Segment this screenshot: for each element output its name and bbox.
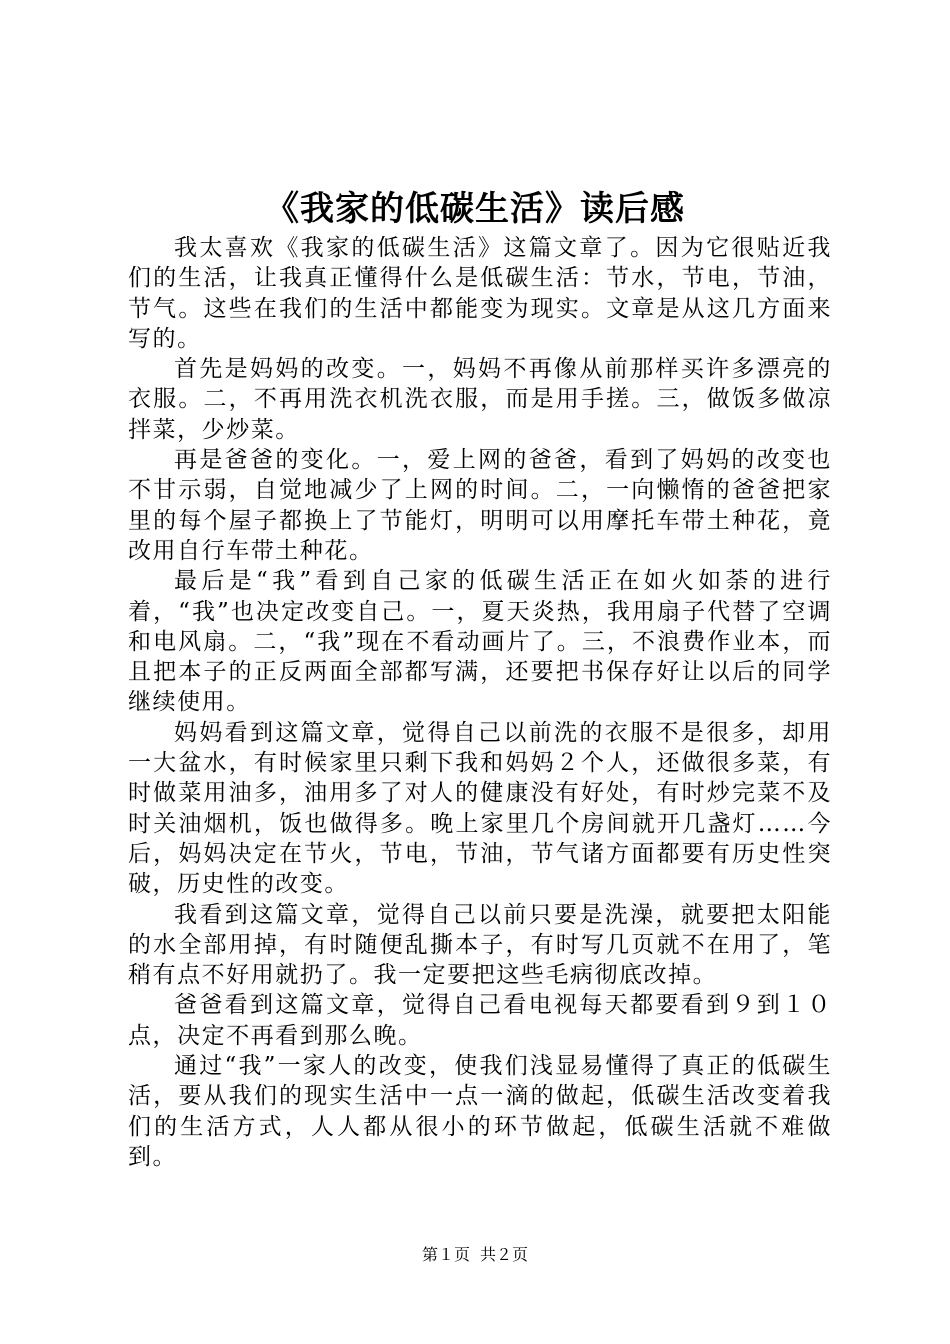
paragraph-5: 妈妈看到这篇文章，觉得自己以前洗的衣服不是很多，却用一大盆水，有时候家里只剩下我和妈妈２个人，还做很多菜，有时做菜用油多，油用多了对人的健康没有好处，有时炒完菜不及时关油烟机，饭也做得多。晚上家里几个房间就开几盏灯……今后，妈妈决定在节火，节电，节油，节气诸方面都要有历史性突破，历史性的改变。: [128, 719, 832, 898]
paragraph-7: 爸爸看到这篇文章，觉得自己看电视每天都要看到９到１０点，决定不再看到那么晚。: [128, 992, 832, 1049]
page-number: 第１页: [421, 1245, 470, 1264]
page-footer: [0, 1244, 950, 1266]
paragraph-2: 首先是妈妈的改变。一，妈妈不再像从前那样买许多漂亮的衣服。二，不再用洗衣机洗衣服，而是用手搓。三，做饭多做凉拌菜，少炒菜。: [128, 356, 832, 443]
page-title: 《我家的低碳生活》读后感: [265, 189, 685, 229]
paragraph-1: 我太喜欢《我家的低碳生活》这篇文章了。因为它很贴近我们的生活，让我真正懂得什么是低碳生活：节水，节电，节油，节气。这些在我们的生活中都能变为现实。文章是从这几方面来写的。: [128, 235, 832, 352]
paragraph-8: 通过“我”一家人的改变，使我们浅显易懂得了真正的低碳生活，要从我们的现实生活中一点一滴的做起，低碳生活改变着我们的生活方式，人人都从很小的环节做起，低碳生活就不难做到。: [128, 1053, 832, 1170]
paragraph-3: 再是爸爸的变化。一，爱上网的爸爸，看到了妈妈的改变也不甘示弱，自觉地减少了上网的时间。二，一向懒惰的爸爸把家里的每个屋子都换上了节能灯，明明可以用摩托车带土种花，竟改用自行车带土种花。: [128, 447, 832, 564]
paragraph-6: 我看到这篇文章，觉得自己以前只要是洗澡，就要把太阳能的水全部用掉，有时随便乱撕本子，有时写几页就不在用了，笔稍有点不好用就扔了。我一定要把这些毛病彻底改掉。: [128, 901, 832, 989]
page-total: 共２页: [480, 1245, 529, 1264]
paragraph-4: 最后是“我”看到自己家的低碳生活正在如火如荼的进行着，“我”也决定改变自己。一，夏天炎热，我用扇子代替了空调和电风扇。二，“我”现在不看动画片了。三，不浪费作业本，而且把本子的正反两面全部都写满，还要把书保存好让以后的同学继续使用。: [128, 568, 832, 716]
article-body: [128, 233, 832, 1172]
